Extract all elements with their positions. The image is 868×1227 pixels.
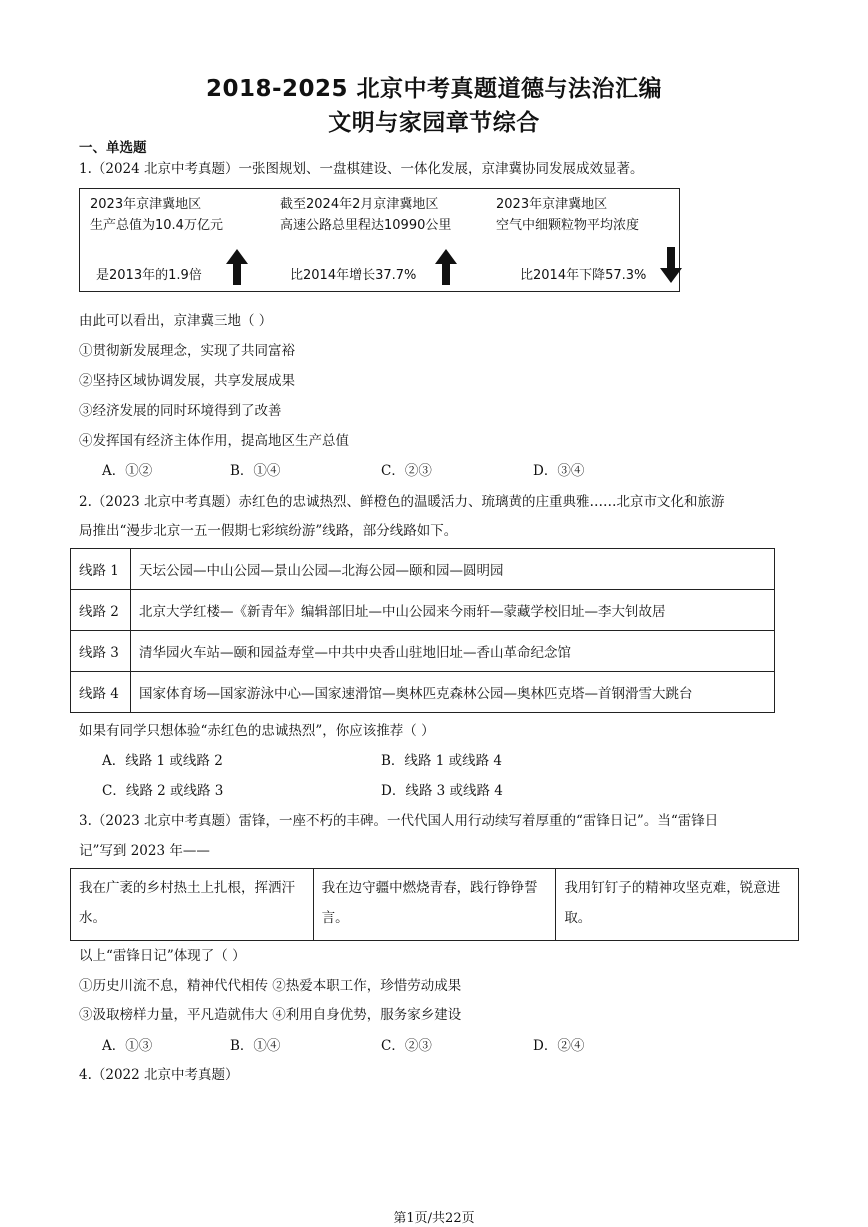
q3-option-b[interactable]: B．①④ [230, 1038, 281, 1054]
q3-option-a[interactable]: A．①③ [102, 1038, 153, 1054]
diary-cell: 我在边守疆中燃烧青春，践行铮铮誓言。 [313, 869, 556, 941]
fig-col3-line3: 比2014年下降57.3% [520, 268, 647, 283]
route-path: 北京大学红楼—《新青年》编辑部旧址—中山公园来今雨轩—蒙藏学校旧址—李大钊故居 [131, 590, 775, 631]
up-arrow-icon [435, 249, 457, 285]
fig-col2-line2: 高速公路总里程达10990公里 [280, 218, 452, 233]
table-row [71, 631, 775, 672]
fig-col1-line2: 生产总值为10.4万亿元 [90, 218, 223, 233]
q1-stem: 1.（2024 北京中考真题）一张图规划、一盘棋建设、一体化发展，京津冀协同发展成效显著。 [79, 161, 644, 177]
section-heading: 一、单选题 [79, 140, 147, 156]
route-path: 天坛公园—中山公园—景山公园—北海公园—颐和园—圆明园 [131, 549, 775, 590]
q3-items-row2: ③汲取榜样力量，平凡造就伟大 ④利用自身优势，服务家乡建设 [79, 1007, 462, 1023]
route-path: 国家体育场—国家游泳中心—国家速滑馆—奥林匹克森林公园—奥林匹克塔—首钢滑雪大跳台 [131, 672, 775, 713]
table-row [71, 549, 775, 590]
diary-cell: 我用钉钉子的精神攻坚克难，锐意进取。 [556, 869, 799, 941]
q1-item-3: ③经济发展的同时环境得到了改善 [79, 403, 282, 419]
table-row [71, 672, 775, 713]
q3-stem-line2: 记”写到 2023 年—— [79, 843, 210, 859]
fig-col2-line3: 比2014年增长37.7% [290, 268, 417, 283]
q2-option-d[interactable]: D．线路 3 或线路 4 [381, 783, 503, 799]
q2-option-a[interactable]: A．线路 1 或线路 2 [102, 753, 223, 769]
diary-cell: 我在广袤的乡村热土上扎根，挥洒汗水。 [71, 869, 314, 941]
route-name: 线路 4 [71, 672, 131, 713]
q1-option-a[interactable]: A．①② [102, 463, 153, 479]
route-name: 线路 3 [71, 631, 131, 672]
q2-option-b[interactable]: B．线路 1 或线路 4 [381, 753, 502, 769]
q2-option-c[interactable]: C．线路 2 或线路 3 [102, 783, 224, 799]
q1-figure [79, 188, 680, 292]
q3-items-row1: ①历史川流不息，精神代代相传 ②热爱本职工作，珍惜劳动成果 [79, 978, 462, 994]
route-name: 线路 2 [71, 590, 131, 631]
q3-diary-table [70, 868, 799, 941]
q1-item-1: ①贯彻新发展理念，实现了共同富裕 [79, 343, 295, 359]
route-name: 线路 1 [71, 549, 131, 590]
q3-option-d[interactable]: D．②④ [533, 1038, 585, 1054]
q4-stem: 4.（2022 北京中考真题） [79, 1067, 239, 1083]
down-arrow-icon [660, 247, 682, 283]
q1-option-d[interactable]: D．③④ [533, 463, 585, 479]
fig-col1-line3: 是2013年的1.9倍 [96, 268, 202, 283]
document-title-line2: 文明与家园章节综合 [328, 110, 540, 136]
up-arrow-icon [226, 249, 248, 285]
q2-ask: 如果有同学只想体验“赤红色的忠诚热烈”，你应该推荐（ ） [79, 723, 435, 739]
q2-routes-table [70, 548, 775, 713]
q3-option-c[interactable]: C．②③ [381, 1038, 432, 1054]
route-path: 清华园火车站—颐和园益寿堂—中共中央香山驻地旧址—香山革命纪念馆 [131, 631, 775, 672]
q3-stem-line1: 3.（2023 北京中考真题）雷锋，一座不朽的丰碑。一代代国人用行动续写着厚重的“雷锋日记”。当“雷锋日 [79, 813, 719, 829]
fig-col3-line2: 空气中细颗粒物平均浓度 [496, 218, 640, 233]
table-row [71, 590, 775, 631]
q1-option-c[interactable]: C．②③ [381, 463, 432, 479]
q1-ask: 由此可以看出，京津冀三地（ ） [79, 313, 273, 329]
q1-item-4: ④发挥国有经济主体作用，提高地区生产总值 [79, 433, 349, 449]
q2-stem-line1: 2.（2023 北京中考真题）赤红色的忠诚热烈、鲜橙色的温暖活力、琉璃黄的庄重典雅……北京市文化和旅游 [79, 494, 725, 510]
q1-item-2: ②坚持区域协调发展，共享发展成果 [79, 373, 295, 389]
table-row [71, 869, 799, 941]
fig-col3-line1: 2023年京津冀地区 [496, 197, 608, 212]
q1-option-b[interactable]: B．①④ [230, 463, 281, 479]
document-title-line1: 2018-2025 北京中考真题道德与法治汇编 [205, 76, 663, 102]
fig-col2-line1: 截至2024年2月京津冀地区 [280, 197, 439, 212]
q2-stem-line2: 局推出“漫步北京一五一假期七彩缤纷游”线路，部分线路如下。 [79, 523, 458, 539]
q3-ask: 以上“雷锋日记”体现了（ ） [79, 948, 246, 964]
fig-col1-line1: 2023年京津冀地区 [90, 197, 202, 212]
page-footer: 第1页/共22页 [393, 1211, 475, 1226]
